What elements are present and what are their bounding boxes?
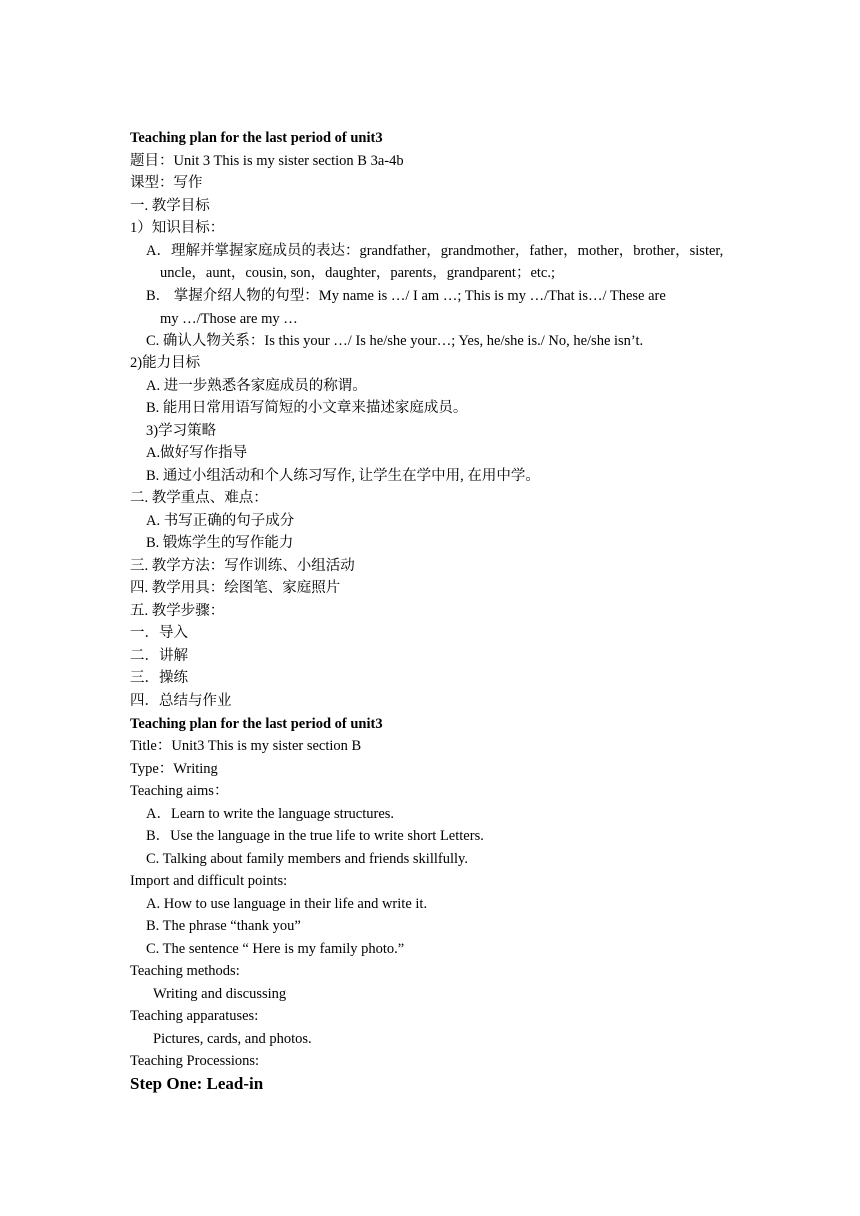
knowledge-item-b-line2: my …/Those are my …: [160, 311, 298, 327]
subsection-heading: 3)学习策略: [146, 423, 217, 439]
strategy-item-b: B. 通过小组活动和个人练习写作, 让学生在学中用, 在用中学。: [146, 468, 540, 484]
english-doc-title: Teaching plan for the last period of unit3: [130, 716, 383, 732]
step-item: 三．操练: [130, 670, 188, 686]
points-heading: Import and difficult points:: [130, 873, 288, 889]
section-heading: 五. 教学步骤：: [130, 603, 225, 619]
aims-heading: Teaching aims：: [130, 783, 229, 799]
section-heading: 四. 教学用具：绘图笔、家庭照片: [130, 580, 341, 596]
ability-item-b: B. 能用日常用语写简短的小文章来描述家庭成员。: [146, 400, 468, 416]
doc-title: Teaching plan for the last period of unit3: [130, 130, 383, 146]
section-heading: 三. 教学方法：写作训练、小组活动: [130, 558, 355, 574]
strategy-item-a: A.做好写作指导: [146, 445, 248, 461]
step-item: 四．总结与作业: [130, 693, 232, 709]
difficulty-item-a: A. 书写正确的句子成分: [146, 513, 295, 529]
point-item-c: C. The sentence “ Here is my family photo.”: [146, 941, 405, 957]
methods-heading: Teaching methods:: [130, 963, 240, 979]
type-line: Type：Writing: [130, 761, 218, 777]
point-item-b: B. The phrase “thank you”: [146, 918, 301, 934]
knowledge-item-a-line1: A．理解并掌握家庭成员的表达：grandfather，grandmother，father，mother，brother，sister,: [146, 243, 724, 259]
apparatus-value: Pictures, cards, and photos.: [153, 1031, 312, 1047]
knowledge-item-a-line2: uncle，aunt，cousin, son，daughter，parents，grandparent；etc.;: [160, 265, 556, 281]
aim-item-a: A．Learn to write the language structures.: [146, 806, 395, 822]
subsection-heading: 1）知识目标：: [130, 220, 225, 236]
step-item: 二．讲解: [130, 648, 188, 664]
apparatus-heading: Teaching apparatuses:: [130, 1008, 259, 1024]
ability-item-a: A. 进一步熟悉各家庭成员的称谓。: [146, 378, 367, 394]
section-heading: 二. 教学重点、难点：: [130, 490, 268, 506]
point-item-a: A. How to use language in their life and write it.: [146, 896, 428, 912]
step-item: 一．导入: [130, 625, 188, 641]
aim-item-c: C. Talking about family members and friends skillfully.: [146, 851, 468, 867]
topic-line: 题目：Unit 3 This is my sister section B 3a-4b: [130, 153, 404, 169]
title-line: Title：Unit3 This is my sister section B: [130, 738, 362, 754]
difficulty-item-b: B. 锻炼学生的写作能力: [146, 535, 294, 551]
subsection-heading: 2)能力目标: [130, 355, 201, 371]
lesson-type-line: 课型：写作: [130, 175, 203, 191]
methods-value: Writing and discussing: [153, 986, 287, 1002]
processions-heading: Teaching Processions:: [130, 1053, 260, 1069]
knowledge-item-b-line1: B． 掌握介绍人物的句型：My name is …/ I am …; This is my …/That is…/ These are: [146, 288, 666, 304]
step-one-heading: Step One: Lead-in: [130, 1074, 264, 1093]
aim-item-b: B．Use the language in the true life to write short Letters.: [146, 828, 484, 844]
knowledge-item-c: C. 确认人物关系：Is this your …/ Is he/she your…; Yes, he/she is./ No, he/she isn’t.: [146, 333, 644, 349]
section-heading: 一. 教学目标: [130, 198, 210, 214]
